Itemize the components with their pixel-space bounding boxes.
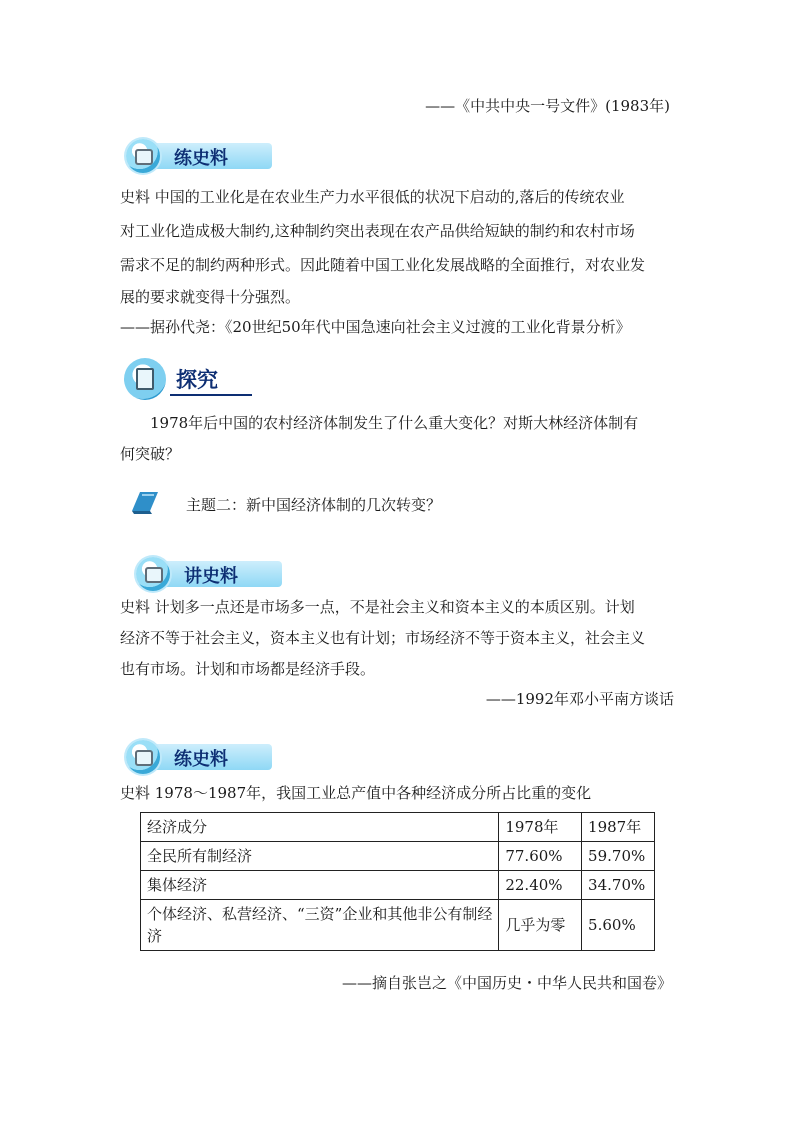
table-cell: 34.70%	[582, 871, 655, 900]
header-cell: 1978年	[499, 813, 582, 842]
practice-source-badge-2	[126, 740, 266, 774]
topic2-heading: 主题二：新中国经济体制的几次转变？	[186, 496, 442, 514]
section1-line-4: 展的要求就变得十分强烈。	[120, 288, 301, 306]
practice-source-badge	[126, 139, 266, 173]
explore-label: 探究	[176, 368, 218, 392]
lecture-source-badge	[136, 557, 276, 591]
section3-citation: ——摘自张岂之《中国历史・中华人民共和国卷》	[341, 974, 672, 992]
badge-label: 讲史料	[184, 566, 238, 587]
section2-citation: ——1992年邓小平南方谈话	[485, 690, 674, 708]
section2-line-2: 经济不等于社会主义，资本主义也有计划；市场经济不等于资本主义，社会主义	[120, 629, 646, 647]
camera-icon	[126, 740, 160, 774]
explore-line-1: 1978年后中国的农村经济体制发生了什么重大变化？对斯大林经济体制有	[150, 414, 639, 432]
section3-intro: 史料 1978～1987年，我国工业总产值中各种经济成分所占比重的变化	[120, 784, 592, 802]
table-header-row	[141, 813, 655, 842]
table-cell: 5.60%	[582, 900, 655, 951]
table-cell: 77.60%	[499, 842, 582, 871]
section2-line-3: 也有市场。计划和市场都是经济手段。	[120, 660, 376, 678]
table-cell: 几乎为零	[499, 900, 582, 951]
camera-icon	[126, 139, 160, 173]
header-cell: 1987年	[582, 813, 655, 842]
table-row	[141, 842, 655, 871]
document-icon	[124, 358, 166, 400]
header-cell: 经济成分	[141, 813, 499, 842]
table-cell: 全民所有制经济	[141, 842, 499, 871]
explore-underline	[170, 394, 252, 396]
explore-badge	[124, 358, 254, 402]
book-icon	[128, 489, 160, 515]
section1-citation: ——据孙代尧：《20世纪50年代中国急速向社会主义过渡的工业化背景分析》	[120, 318, 631, 336]
economic-composition-table	[140, 812, 655, 951]
table-row	[141, 900, 655, 951]
table-cell: 集体经济	[141, 871, 499, 900]
section1-line-2: 对工业化造成极大制约,这种制约突出表现在农产品供给短缺的制约和农村市场	[120, 222, 635, 240]
section1-line-3: 需求不足的制约两种形式。因此随着中国工业化发展战略的全面推行，对农业发	[120, 256, 646, 274]
section1-line-1: 史料 中国的工业化是在农业生产力水平很低的状况下启动的,落后的传统农业	[120, 188, 625, 206]
table-cell: 22.40%	[499, 871, 582, 900]
table-row	[141, 871, 655, 900]
table-cell: 个体经济、私营经济、“三资”企业和其他非公有制经济	[141, 900, 499, 951]
section2-line-1: 史料 计划多一点还是市场多一点，不是社会主义和资本主义的本质区别。计划	[120, 598, 635, 616]
explore-line-2: 何突破？	[120, 445, 181, 463]
camera-icon	[136, 557, 170, 591]
top-citation: ——《中共中央一号文件》(1983年)	[425, 97, 670, 115]
table-cell: 59.70%	[582, 842, 655, 871]
badge-label: 练史料	[174, 148, 228, 169]
badge-label: 练史料	[174, 749, 228, 770]
